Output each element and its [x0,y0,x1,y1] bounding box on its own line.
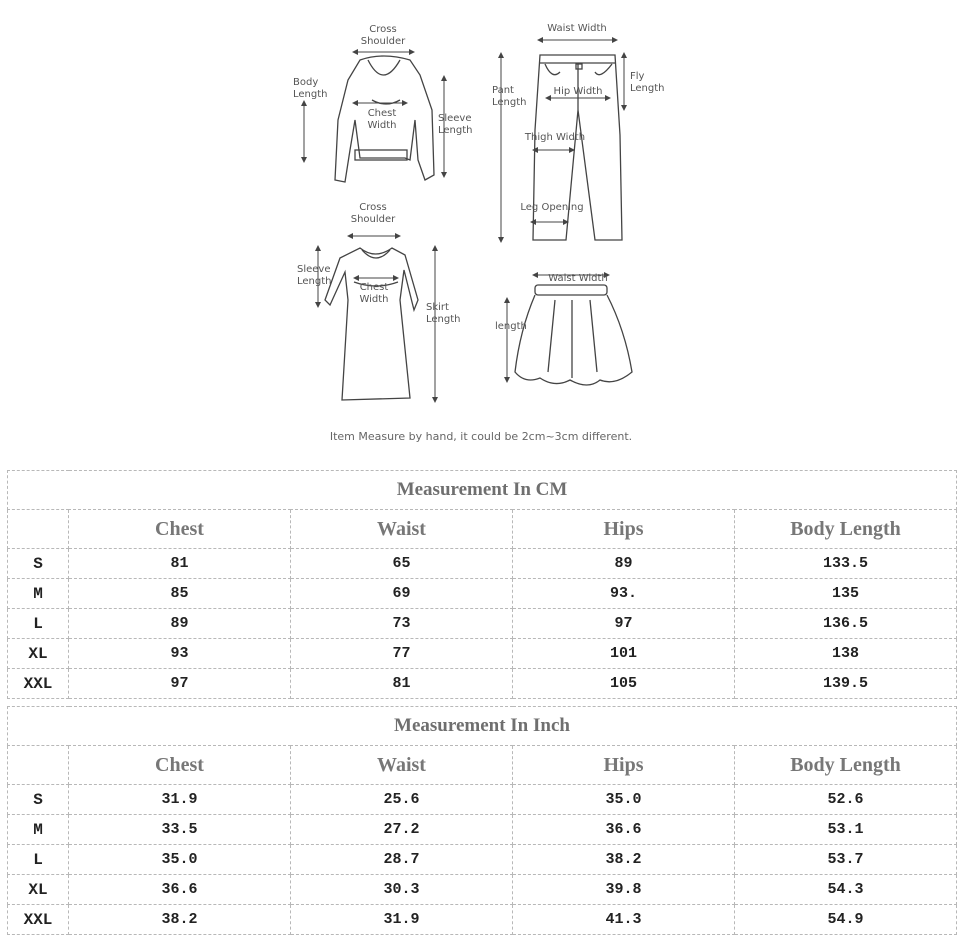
value-cell: 81 [69,549,291,579]
table-row [8,669,957,699]
value-cell: 133.5 [735,549,957,579]
value-cell: 138 [735,639,957,669]
column-header: Hips [513,510,735,549]
size-cell: M [8,579,69,609]
value-cell: 41.3 [513,905,735,935]
table-row [8,609,957,639]
value-cell: 135 [735,579,957,609]
size-cell: S [8,785,69,815]
table-row [8,579,957,609]
value-cell: 69 [291,579,513,609]
sweater-chest-width-label: Chest Width [367,108,397,131]
pants-leg-opening-label: Leg Opening [520,202,584,213]
value-cell: 38.2 [513,845,735,875]
pants-pant-length-label: Pant Length [492,85,527,108]
size-table-inch [7,706,957,935]
table-row [8,549,957,579]
size-cell: M [8,815,69,845]
sweater-body-length-label: Body Length [293,77,328,100]
size-column-header [8,746,69,785]
dress-sleeve-length-label: Sleeve Length [297,264,332,287]
value-cell: 28.7 [291,845,513,875]
table-header-row [8,746,957,785]
value-cell: 73 [291,609,513,639]
table-header-row [8,510,957,549]
dress-skirt-length-label: Skirt Length [426,302,461,325]
size-cell: S [8,549,69,579]
column-header: Chest [69,510,291,549]
size-cell: L [8,845,69,875]
value-cell: 25.6 [291,785,513,815]
table-row [8,905,957,935]
value-cell: 54.9 [735,905,957,935]
column-header: Waist [291,746,513,785]
sweater-cross-shoulder-label: Cross Shoulder [360,24,406,47]
size-cell: XXL [8,905,69,935]
value-cell: 97 [513,609,735,639]
pants-waist-width-label: Waist Width [547,23,607,34]
value-cell: 54.3 [735,875,957,905]
size-column-header [8,510,69,549]
value-cell: 93. [513,579,735,609]
value-cell: 89 [69,609,291,639]
value-cell: 85 [69,579,291,609]
size-cell: XL [8,875,69,905]
table-row [8,845,957,875]
skirt-sketch [515,285,632,385]
skirt-waist-width-label: Waist Width [548,273,608,284]
value-cell: 36.6 [513,815,735,845]
sweater-sleeve-length-label: Sleeve Length [438,113,473,136]
value-cell: 93 [69,639,291,669]
value-cell: 77 [291,639,513,669]
column-header: Hips [513,746,735,785]
value-cell: 53.1 [735,815,957,845]
value-cell: 81 [291,669,513,699]
value-cell: 35.0 [513,785,735,815]
size-cell: XL [8,639,69,669]
column-header: Chest [69,746,291,785]
table-row [8,639,957,669]
value-cell: 31.9 [291,905,513,935]
value-cell: 30.3 [291,875,513,905]
value-cell: 31.9 [69,785,291,815]
value-cell: 89 [513,549,735,579]
value-cell: 38.2 [69,905,291,935]
skirt-length-label: length [495,321,527,332]
value-cell: 139.5 [735,669,957,699]
table-title: Measurement In CM [8,471,957,510]
column-header: Waist [291,510,513,549]
table-row [8,875,957,905]
value-cell: 33.5 [69,815,291,845]
dress-cross-shoulder-label: Cross Shoulder [350,202,396,225]
value-cell: 101 [513,639,735,669]
value-cell: 105 [513,669,735,699]
measurement-note: Item Measure by hand, it could be 2cm~3cm different. [329,430,633,443]
pants-hip-width-label: Hip Width [553,86,603,97]
value-cell: 27.2 [291,815,513,845]
garment-sketches [0,0,962,430]
size-table-cm [7,470,957,699]
column-header: Body Length [735,510,957,549]
value-cell: 35.0 [69,845,291,875]
table-title: Measurement In Inch [8,707,957,746]
size-cell: XXL [8,669,69,699]
value-cell: 136.5 [735,609,957,639]
value-cell: 53.7 [735,845,957,875]
value-cell: 52.6 [735,785,957,815]
size-cell: L [8,609,69,639]
value-cell: 65 [291,549,513,579]
table-row [8,785,957,815]
dress-chest-width-label: Chest Width [359,282,389,305]
pants-thigh-width-label: Thigh Width [524,132,586,143]
column-header: Body Length [735,746,957,785]
measurement-guide-figure [0,0,962,460]
pants-fly-length-label: Fly Length [630,71,665,94]
value-cell: 97 [69,669,291,699]
value-cell: 39.8 [513,875,735,905]
table-row [8,815,957,845]
value-cell: 36.6 [69,875,291,905]
dress-sketch [325,248,418,400]
